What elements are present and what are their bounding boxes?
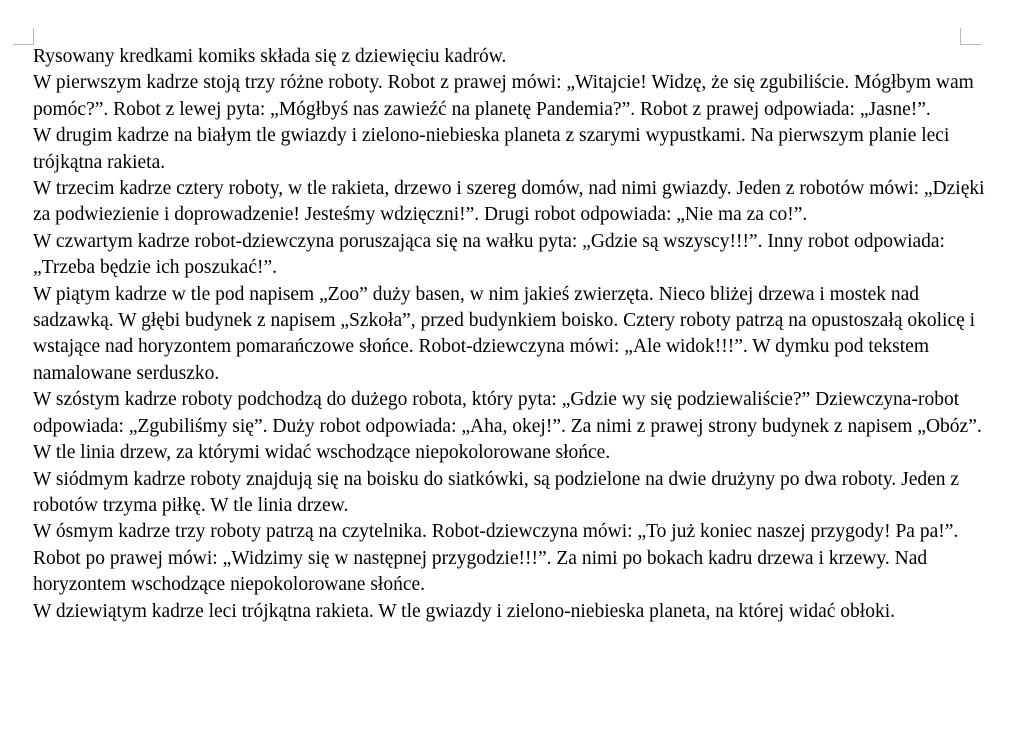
paragraph-panel-1: W pierwszym kadrze stoją trzy różne roboty. Robot z prawej mówi: „Witajcie! Widzę, że się zgubiliście. Mógłbym wam pomóc?”. Robot z lewej pyta: „Mógłbyś nas zawieźć na planetę Pandemia?”. Robot z prawej odpowiada: „Jasne!”. [33,72,974,120]
paragraph-panel-4: W czwartym kadrze robot-dziewczyna poruszająca się na wałku pyta: „Gdzie są wszyscy!!!”. Inny robot odpowiada: „Trzeba będzie ich poszukać!”. [33,230,945,279]
paragraph-panel-9: W dziewiątym kadrze leci trójkątna rakieta. W tle gwiazdy i zielono-niebieska planeta, na której widać obłoki. [33,600,896,622]
paragraph-intro: Rysowany kredkami komiks składa się z dziewięciu kadrów. [33,46,507,67]
paragraph-panel-8: W ósmym kadrze trzy roboty patrzą na czytelnika. Robot-dziewczyna mówi: „To już koniec naszej przygody! Pa pa!”. Robot po prawej mówi: „Widzimy się w następnej przygodzie!!!”. Za nimi po bokach kadru drzewa i krzewy. Nad horyzontem wschodzące niepokolorowane słońce. [33,521,959,596]
paragraph-panel-6: W szóstym kadrze roboty podchodzą do dużego robota, który pyta: „Gdzie wy się podziewaliście?” Dziewczyna-robot odpowiada: „Zgubiliśmy się”. Duży robot odpowiada: „Aha, okej!”. Za nimi z prawej strony budynek z napisem „Obóz”. W tle linia drzew, za którymi widać wschodzące niepokolorowane słońce. [33,389,982,464]
top-left-crop-mark [13,28,34,45]
paragraph-panel-2: W drugim kadrze na białym tle gwiazdy i zielono-niebieska planeta z szarymi wypustkami. Na pierwszym planie leci trójkątna rakieta. [33,125,950,173]
document-body[interactable] [33,44,993,625]
paragraph-panel-7: W siódmym kadrze roboty znajdują się na boisku do siatkówki, są podzielone na dwie drużyny po dwa roboty. Jeden z robotów trzyma piłkę. W tle linia drzew. [33,468,960,516]
top-right-crop-mark [960,28,981,45]
paragraph-panel-3: W trzecim kadrze cztery roboty, w tle rakieta, drzewo i szereg domów, nad nimi gwiazdy. Jeden z robotów mówi: „Dzięki za podwiezienie i doprowadzenie! Jesteśmy wdzięczni!”. Drugi robot odpowiada: „Nie ma za co!”. [33,178,985,226]
paragraph-panel-5: W piątym kadrze w tle pod napisem „Zoo” duży basen, w nim jakieś zwierzęta. Nieco bliżej drzewa i mostek nad sadzawką. W głębi budynek z napisem „Szkoła”, przed budynkiem boisko. Cztery roboty patrzą na opustoszałą okolicę i wstające nad horyzontem pomarańczowe słońce. Robot-dziewczyna mówi: „Ale widok!!!”. W dymku pod tekstem namalowane serduszko. [33,283,976,384]
